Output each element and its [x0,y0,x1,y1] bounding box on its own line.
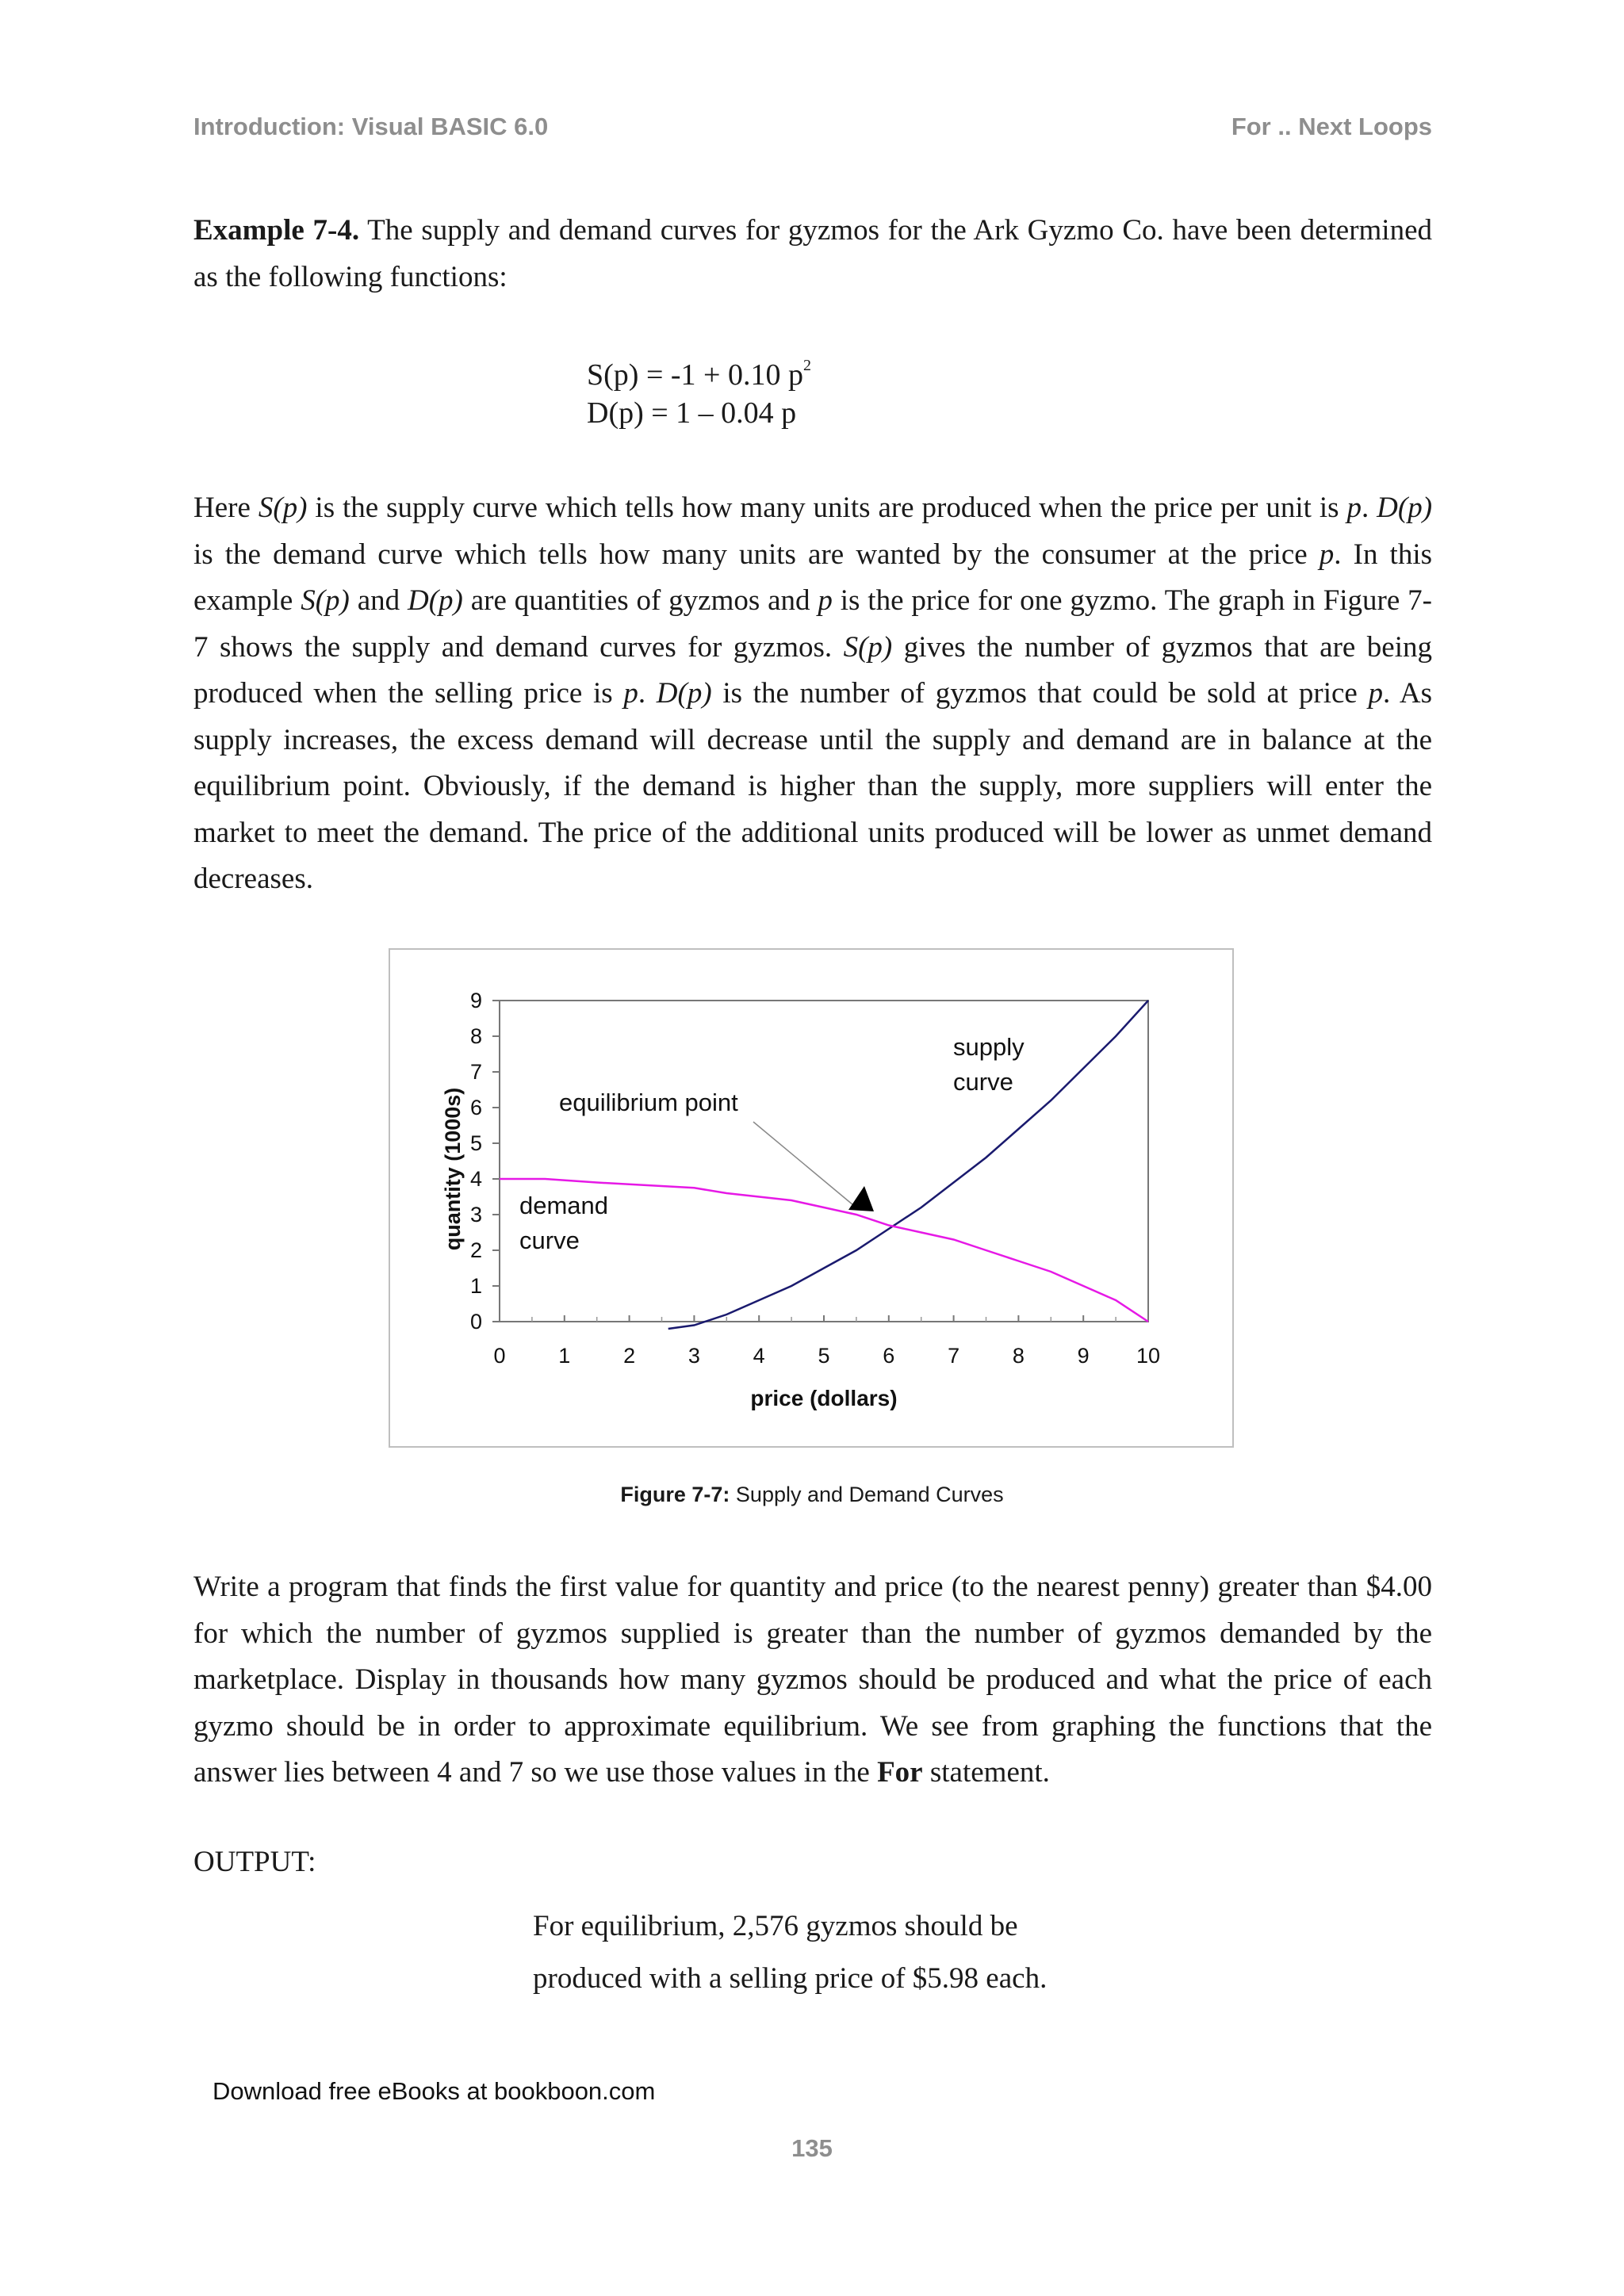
supply-equation-exponent: 2 [802,357,811,374]
plot-frame [500,1001,1148,1322]
output-line-1: For equilibrium, 2,576 gyzmos should be [533,1910,1018,1942]
chart-svg [390,950,1235,1449]
y-tick-label: 1 [469,1274,482,1298]
equilibrium-point-label: equilibrium point [559,1089,738,1116]
page-number: 135 [791,2134,833,2162]
x-tick-label: 7 [948,1344,960,1368]
x-tick-label: 10 [1136,1344,1161,1368]
y-tick-label: 6 [469,1096,482,1119]
x-tick-label: 5 [818,1344,830,1368]
page-header [193,113,1432,141]
example-label: Example 7-4. [193,214,360,247]
x-tick-label: 3 [688,1344,700,1368]
example-paragraph [193,208,1432,300]
supply-demand-chart [389,948,1234,1448]
supply-curve-label-line2: curve [953,1068,1013,1096]
x-tick-label: 8 [1012,1344,1025,1368]
x-tick-label: 6 [883,1344,895,1368]
example-text: The supply and demand curves for gyzmos for the Ark Gyzmo Co. have been determined as the following functions: [193,214,1433,293]
download-link[interactable]: Download free eBooks at bookboon.com [213,2077,656,2105]
equilibrium-arrowhead [848,1186,874,1211]
caption-label: Figure 7-7: [620,1483,730,1506]
supply-equation-text: S(p) = -1 + 0.10 p [587,358,803,392]
supply-curve-label-line1: supply [953,1033,1025,1061]
y-tick-label: 9 [469,989,482,1012]
output-label: OUTPUT: [193,1846,316,1878]
header-book-title: Introduction: Visual BASIC 6.0 [193,113,549,140]
caption-text: Supply and Demand Curves [730,1483,1004,1506]
x-tick-label: 2 [623,1344,636,1368]
x-tick-label: 1 [558,1344,571,1368]
supply-curve-line [668,1001,1148,1329]
x-tick-label: 4 [753,1344,765,1368]
demand-curve-label-line1: demand [519,1192,609,1219]
y-axis-title: quantity (1000s) [441,1087,465,1251]
equilibrium-pointer-line [753,1122,853,1205]
for-keyword: For [877,1756,923,1789]
y-tick-label: 8 [469,1024,482,1048]
y-tick-label: 0 [469,1310,482,1334]
y-tick-label: 4 [469,1167,482,1191]
program-task-paragraph: Write a program that finds the first value for quantity and price (to the nearest penny) greater than $4.00 for which the number of gyzmos supplied is greater than the number of gyzmos demanded by the marketplace. Display in thousands how many gyzmos should be produced and what the price of each gyzmo should be in order to approximate equilibrium. We see from graphing the functions that the answer lies between 4 and 7 so we use those values in the For statement. [193,1571,1432,1789]
x-tick-label: 0 [493,1344,506,1368]
demand-equation: D(p) = 1 – 0.04 p [587,396,797,430]
y-tick-label: 3 [469,1203,482,1226]
explanation-paragraph: Here S(p) is the supply curve which tells how many units are produced when the price per unit is p. D(p) is the demand curve which tells how many units are wanted by the consumer at the price p. In this example S(p) and D(p) are quantities of gyzmos and p is the price for one gyzmo. The graph in Figure 7-7 shows the supply and demand curves for gyzmos. S(p) gives the number of gyzmos that are being produced when the selling price is p. D(p) is the number of gyzmos that could be sold at price p. As supply increases, the excess demand will decrease until the supply and demand are in balance at the equilibrium point. Obviously, if the demand is higher than the supply, more suppliers will enter the market to meet the demand. The price of the additional units produced will be lower as unmet demand decreases. [193,492,1433,895]
y-tick-label: 2 [469,1238,482,1262]
demand-curve-label-line2: curve [519,1226,580,1254]
output-line-2: produced with a selling price of $5.98 each. [533,1962,1048,1995]
x-tick-label: 9 [1077,1344,1090,1368]
x-axis-title: price (dollars) [750,1386,898,1410]
y-tick-label: 5 [469,1131,482,1155]
y-tick-label: 7 [469,1060,482,1084]
figure-caption [0,1483,1624,1507]
header-section-title: For .. Next Loops [1231,113,1432,140]
